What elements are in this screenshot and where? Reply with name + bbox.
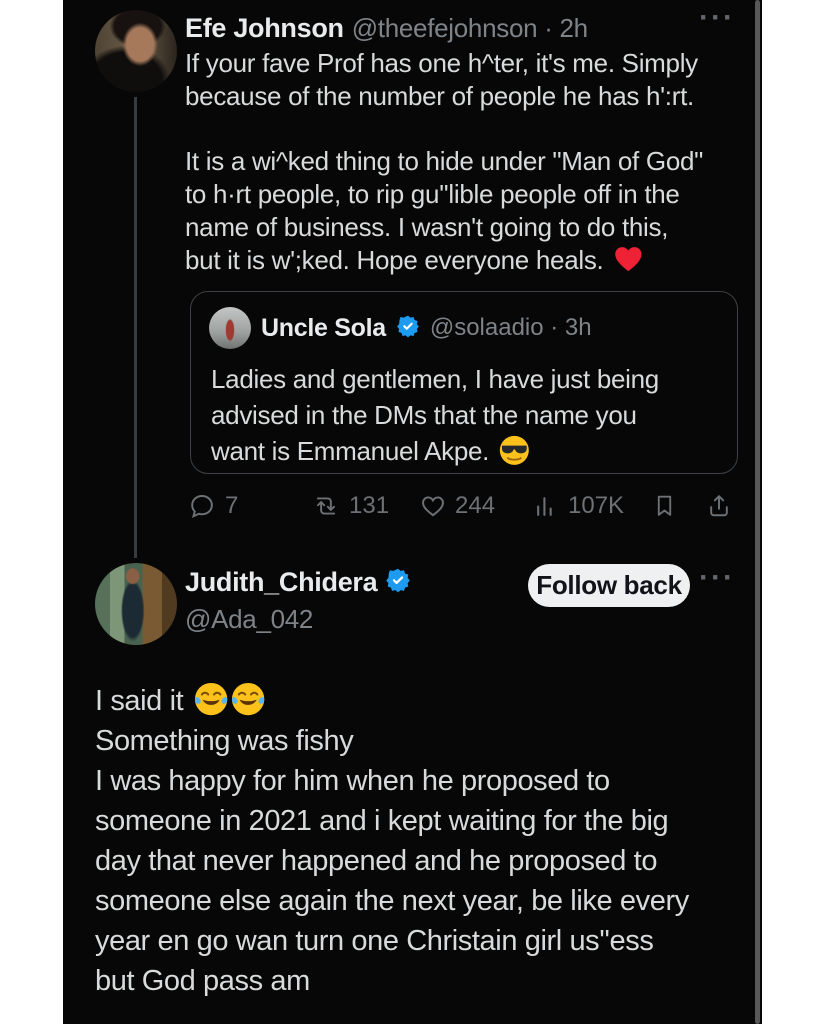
avatar-efe-johnson[interactable] (95, 10, 177, 92)
share-icon (706, 492, 732, 519)
reply-icon (190, 493, 216, 519)
avatar-uncle-sola[interactable] (209, 307, 251, 349)
tweet1-header (185, 13, 588, 44)
tweet1-text (185, 47, 703, 277)
reply-count: 7 (225, 492, 239, 519)
avatar-judith-chidera[interactable] (95, 563, 177, 645)
analytics-bars-icon (534, 494, 559, 519)
tweet2-display-name[interactable]: Judith_Chidera (185, 567, 378, 597)
share-button[interactable] (706, 492, 732, 519)
text-line: Something was fishy (95, 725, 354, 757)
tweet1-more-button[interactable]: ··· (699, 1, 735, 34)
quote-text (211, 361, 719, 469)
tweet2-handle[interactable]: @Ada_042 (185, 604, 314, 634)
tweet2-header (185, 567, 411, 635)
scrollbar[interactable] (755, 0, 760, 1024)
tweet-screenshot-panel (63, 0, 762, 1024)
quote-handle-time: @solaadio · 3h (429, 314, 592, 341)
like-button[interactable] (420, 492, 495, 520)
repost-button[interactable] (312, 492, 389, 520)
quote-display-name: Uncle Sola (261, 313, 386, 342)
text-line: year en go wan turn one Christain girl us''ess (95, 925, 654, 957)
text-line: I was happy for him when he proposed to (95, 765, 610, 797)
text-line: advised in the DMs that the name you (211, 400, 637, 430)
tweet1-handle-time[interactable]: @theefejohnson · 2h (351, 13, 588, 43)
sunglasses-emoji-icon (499, 435, 530, 466)
text-line: someone in 2021 and i kept waiting for the big (95, 805, 669, 837)
views-count: 107K (568, 492, 625, 519)
verified-badge-icon (396, 314, 420, 343)
text-line: because of the number of people he has h':rt. (185, 81, 694, 111)
heart-icon (420, 493, 446, 519)
text-line: Ladies and gentlemen, I have just being (211, 364, 659, 394)
text-line: name of business. I wasn't going to do this, (185, 212, 669, 242)
joy-emoji-icon (194, 682, 228, 716)
repost-icon (312, 493, 340, 519)
text-line: someone else again the next year, be like every (95, 885, 689, 917)
quoted-tweet-header (209, 307, 719, 349)
follow-back-button[interactable]: Follow back (528, 564, 690, 607)
text-line: I said it (95, 681, 689, 721)
text-line: It is a wi^ked thing to hide under "Man of God" (185, 146, 704, 176)
text-line: want is Emmanuel Akpe. (211, 433, 719, 469)
joy-emoji-icon (231, 682, 265, 716)
tweet2-text (95, 681, 689, 1001)
text-line: to h·rt people, to rip gu''lible people off in the (185, 179, 680, 209)
views-button[interactable] (534, 492, 624, 520)
like-count: 244 (455, 492, 496, 519)
reply-button[interactable] (190, 492, 238, 520)
tweet1-display-name[interactable]: Efe Johnson (185, 13, 344, 43)
thread-connector-line (134, 97, 137, 558)
quoted-tweet-card[interactable] (190, 291, 738, 474)
repost-count: 131 (349, 492, 390, 519)
text-line: If your fave Prof has one h^ter, it's me. Simply (185, 48, 698, 78)
verified-badge-icon (385, 567, 411, 598)
text-line: but it is w';ked. Hope everyone heals. (185, 244, 703, 277)
heart-emoji-icon (613, 244, 644, 275)
text-line: but God pass am (95, 965, 310, 997)
tweet1-action-bar (190, 488, 738, 530)
bookmark-button[interactable] (652, 492, 677, 519)
tweet2-more-button[interactable]: ··· (699, 561, 735, 594)
text-line: day that never happened and he proposed to (95, 845, 658, 877)
bookmark-icon (652, 492, 677, 519)
